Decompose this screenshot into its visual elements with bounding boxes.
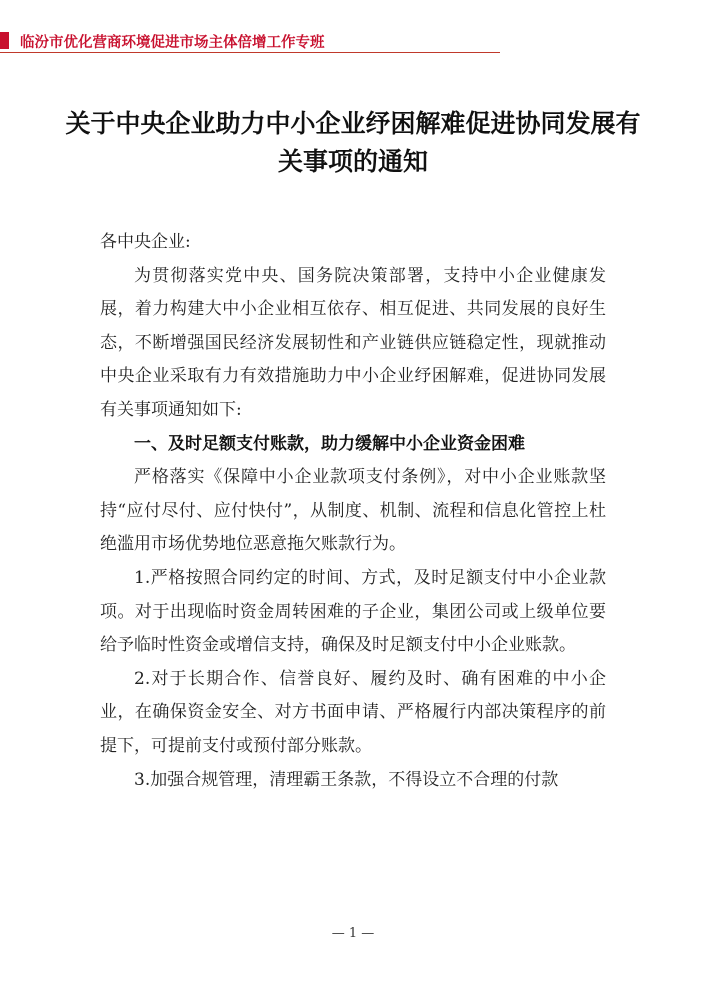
paragraph-item-1: 1.严格按照合同约定的时间、方式，及时足额支付中小企业款项。对于出现临时资金周转困难的子企业，集团公司或上级单位要给予临时性资金或增信支持，确保及时足额支付中小企业账款。 xyxy=(100,567,606,656)
paragraph-item-3: 3.加强合规管理，清理霸王条款，不得设立不合理的付款 xyxy=(134,769,559,790)
salutation: 各中央企业: xyxy=(100,232,191,252)
document-title: 关于中央企业助力中小企业纾困解难促进协同发展有关事项的通知 xyxy=(65,109,641,176)
document-body xyxy=(100,226,606,797)
paragraph-item-2: 2.对于长期合作、信誉良好、履约及时、确有困难的中小企业，在确保资金安全、对方书面申请、严格履行内部决策程序的前提下，可提前支付或预付部分账款。 xyxy=(100,668,606,756)
page-header xyxy=(0,30,500,53)
header-title: 临汾市优化营商环境促进市场主体倍增工作专班 xyxy=(20,35,325,51)
paragraph-intro: 为贯彻落实党中央、国务院决策部署，支持中小企业健康发展，着力构建大中小企业相互依存、相互促进、共同发展的良好生态，不断增强国民经济发展韧性和产业链供应链稳定性，现就推动中央企业采取有力有效措施助力中小企业纾困解难，促进协同发展有关事项通知如下: xyxy=(100,265,606,420)
section-heading: 一、及时足额支付账款，助力缓解中小企业资金困难 xyxy=(134,433,525,454)
header-mark xyxy=(0,32,9,49)
paragraph: 严格落实《保障中小企业款项支付条例》，对中小企业账款坚持“应付尽付、应付快付”，从制度、机制、流程和信息化管控上杜绝滥用市场优势地位恶意拖欠账款行为。 xyxy=(100,467,606,555)
page-number: — 1 — xyxy=(331,926,375,941)
